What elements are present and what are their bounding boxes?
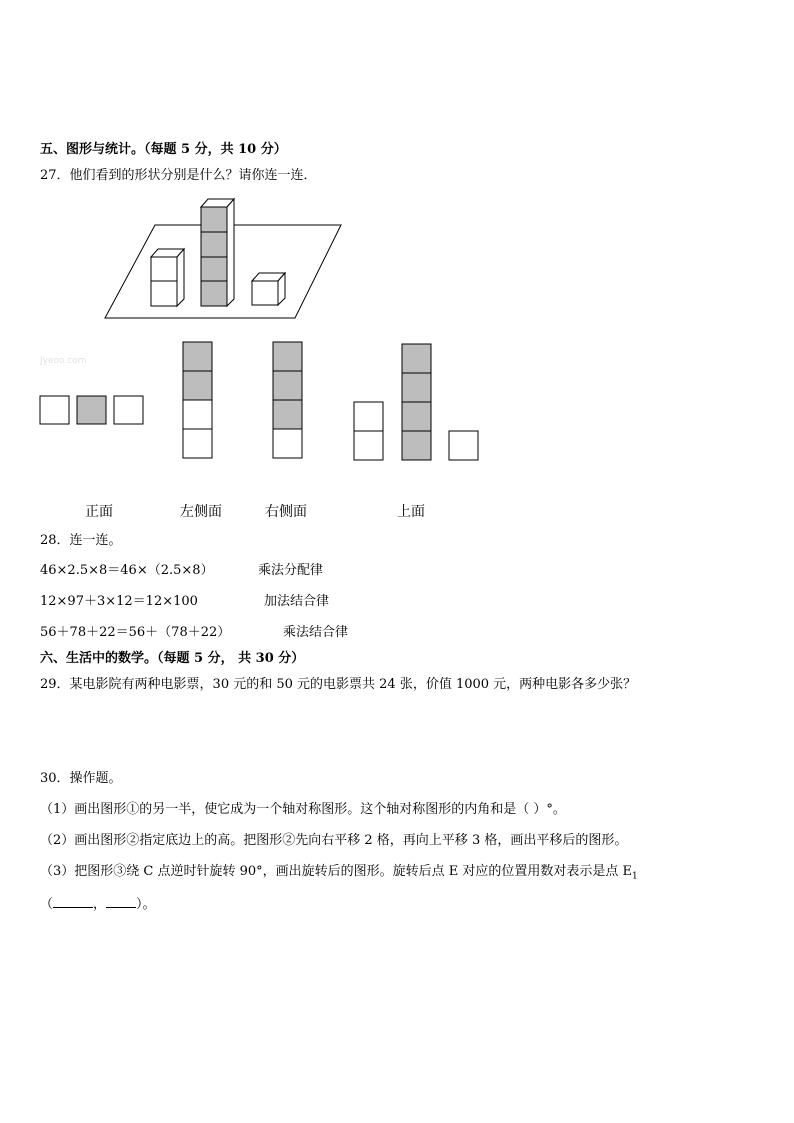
- watermark-text: Jyeoo.com: [40, 356, 87, 366]
- view-option-d: [354, 344, 478, 460]
- expression-1: 46×2.5×8＝46×（2.5×8）: [40, 563, 214, 578]
- law-1: 乘法分配律: [258, 563, 324, 578]
- view-option-c: [273, 342, 302, 458]
- expression-2: 12×97＋3×12＝12×100: [40, 594, 198, 609]
- expression-3: 56＋78＋22＝56＋（78＋22）: [40, 625, 231, 640]
- question-30-answer-line: [40, 895, 156, 913]
- comma-separator: ，: [93, 897, 107, 912]
- platform-plane: [105, 225, 341, 318]
- answer-blank-y[interactable]: [106, 895, 136, 908]
- question-28-stem: 28．连一连。: [40, 533, 122, 548]
- question-30-part-2: （2）画出图形②指定底边上的高。把图形②先向右平移 2 格，再向上平移 3 格，画出平移后的图形。: [40, 833, 628, 848]
- view-option-a: [40, 396, 143, 424]
- view-label-right: 右侧面: [265, 504, 307, 520]
- view-label-left: 左侧面: [180, 504, 222, 520]
- question-30-part-3-text: （3）把图形③绕 C 点逆时针旋转 90°，画出旋转后的图形。旋转后点 E 对应的位置用数对表示是点 E: [40, 864, 633, 879]
- paren-open: （: [40, 897, 54, 912]
- answer-blank-x[interactable]: [53, 895, 93, 908]
- question-30-part-3: [40, 864, 638, 885]
- view-label-front: 正面: [85, 504, 113, 520]
- question-30-part-1: （1）画出图形①的另一半，使它成为一个轴对称图形。这个轴对称图形的内角和是（ ）°。: [40, 802, 566, 817]
- law-3: 乘法结合律: [283, 625, 349, 640]
- law-2: 加法结合律: [264, 594, 330, 609]
- question-30-stem: 30．操作题。: [40, 771, 122, 786]
- paren-close: ）。: [136, 897, 156, 912]
- question-29-text: 29．某电影院有两种电影票，30 元的和 50 元的电影票共 24 张，价值 1000 元，两种电影各多少张？: [40, 677, 637, 692]
- subscript-one: 1: [632, 871, 638, 882]
- section-heading-5: 五、图形与统计。（每题 5 分，共 10 分）: [40, 142, 287, 157]
- tall-cube-stack: [201, 199, 234, 306]
- left-cube-stack: [151, 249, 184, 306]
- section-heading-6: 六、生活中的数学。（每题 5 分， 共 30 分）: [40, 651, 305, 666]
- question-27-stem: 27．他们看到的形状分别是什么？请你连一连．: [40, 168, 317, 183]
- view-label-top: 上面: [397, 504, 425, 520]
- view-option-b: [183, 342, 212, 458]
- single-cube: [252, 273, 285, 305]
